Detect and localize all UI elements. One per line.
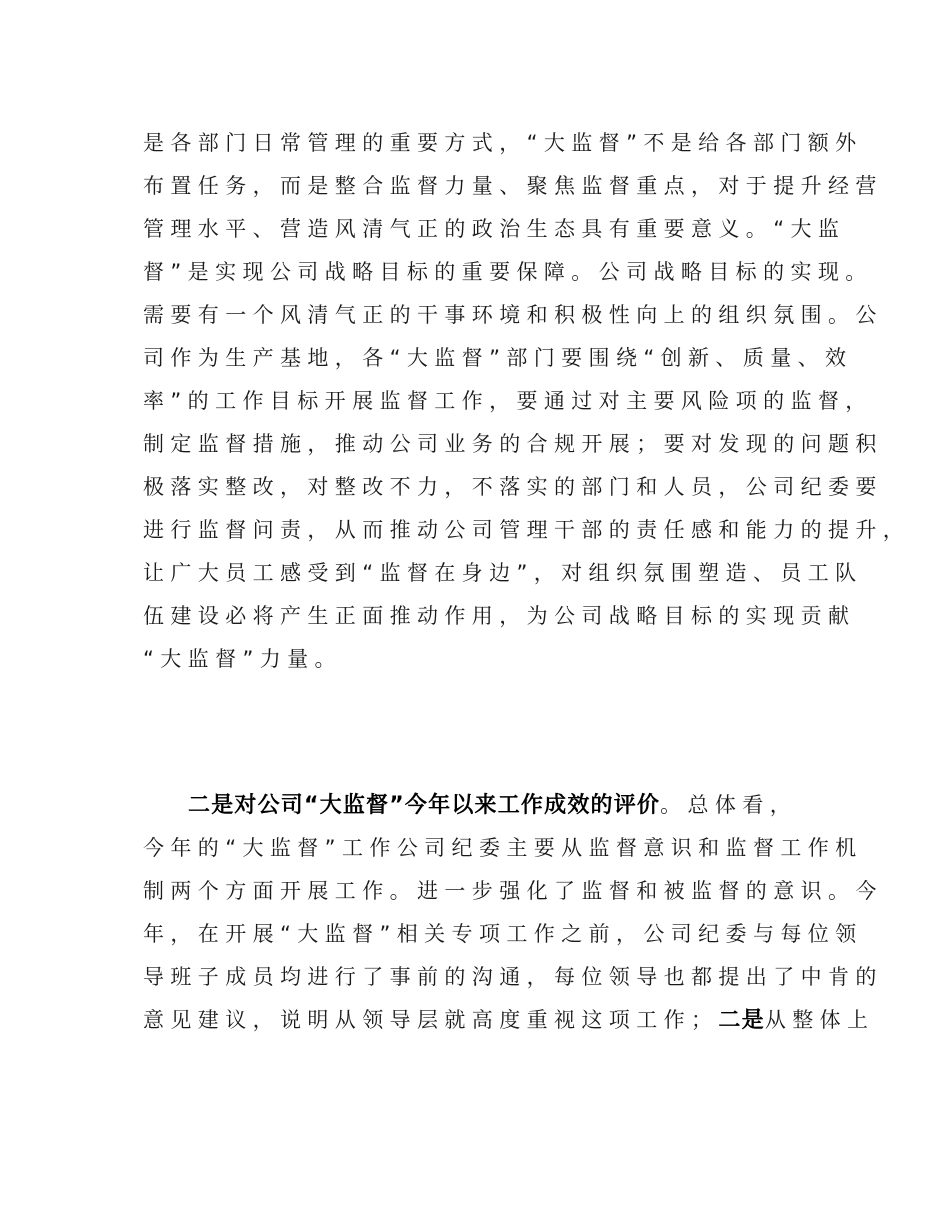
paragraph-line bbox=[143, 384, 873, 418]
paragraph-line bbox=[143, 917, 863, 951]
text-run: “大监督”力量。 bbox=[143, 647, 342, 671]
text-run: 督”是实现公司战略目标的重要保障。公司战略目标的实现。 bbox=[143, 260, 873, 284]
paragraph-line bbox=[143, 960, 883, 994]
text-run: 今年的“大监督”工作公司纪委主要从监督意识和监督工作机 bbox=[143, 836, 863, 860]
text-run: 意见建议，说明从领导层就高度重视这项工作； bbox=[143, 1008, 719, 1032]
text-run: 极落实整改，对整改不力，不落实的部门和人员，公司纪委要 bbox=[143, 475, 883, 499]
paragraph-line bbox=[188, 788, 868, 822]
text-run: 制两个方面开展工作。进一步强化了监督和被监督的意识。今 bbox=[143, 879, 883, 903]
paragraph-line bbox=[143, 470, 883, 504]
text-run: 需要有一个风清气正的干事环境和积极性向上的组织氛围。公 bbox=[143, 303, 883, 327]
text-run: 从整体上 bbox=[764, 1008, 875, 1032]
paragraph-line bbox=[143, 255, 873, 289]
paragraph-line bbox=[143, 169, 883, 203]
text-run: 率”的工作目标开展监督工作，要通过对主要风险项的监督， bbox=[143, 389, 873, 413]
text-run: 管理水平、营造风清气正的政治生态具有重要意义。“大监 bbox=[143, 217, 846, 241]
text-run: 制定监督措施，推动公司业务的合规开展；要对发现的问题积 bbox=[143, 432, 883, 456]
text-run: 布置任务，而是整合监督力量、聚焦监督重点，对于提升经营 bbox=[143, 174, 883, 198]
paragraph-line bbox=[143, 1003, 875, 1037]
paragraph-line bbox=[143, 599, 856, 633]
bold-heading-run: 二是对公司“大监督”今年以来工作成效的评价 bbox=[188, 793, 661, 818]
paragraph-line bbox=[143, 427, 883, 461]
paragraph-line bbox=[143, 126, 863, 160]
text-run: 是各部门日常管理的重要方式，“大监督”不是给各部门额外 bbox=[143, 131, 863, 155]
paragraph-line bbox=[143, 341, 853, 375]
paragraph-line bbox=[143, 212, 846, 246]
paragraph-line bbox=[143, 874, 883, 908]
text-run: 年，在开展“大监督”相关专项工作之前，公司纪委与每位领 bbox=[143, 922, 863, 946]
text-run: 。总体看， bbox=[660, 793, 798, 817]
paragraph-line bbox=[143, 298, 883, 332]
paragraph-line bbox=[143, 642, 823, 676]
bold-run: 二是 bbox=[718, 1008, 765, 1033]
paragraph-line bbox=[143, 513, 911, 547]
text-run: 让广大员工感受到“监督在身边”，对组织氛围塑造、员工队 bbox=[143, 561, 863, 585]
text-run: 伍建设必将产生正面推动作用，为公司战略目标的实现贡献 bbox=[143, 604, 856, 628]
paragraph-line bbox=[143, 556, 863, 590]
paragraph-line bbox=[143, 831, 863, 865]
text-run: 司作为生产基地，各“大监督”部门要围绕“创新、质量、效 bbox=[143, 346, 853, 370]
text-run: 进行监督问责，从而推动公司管理干部的责任感和能力的提升， bbox=[143, 518, 911, 542]
text-run: 导班子成员均进行了事前的沟通，每位领导也都提出了中肯的 bbox=[143, 965, 883, 989]
